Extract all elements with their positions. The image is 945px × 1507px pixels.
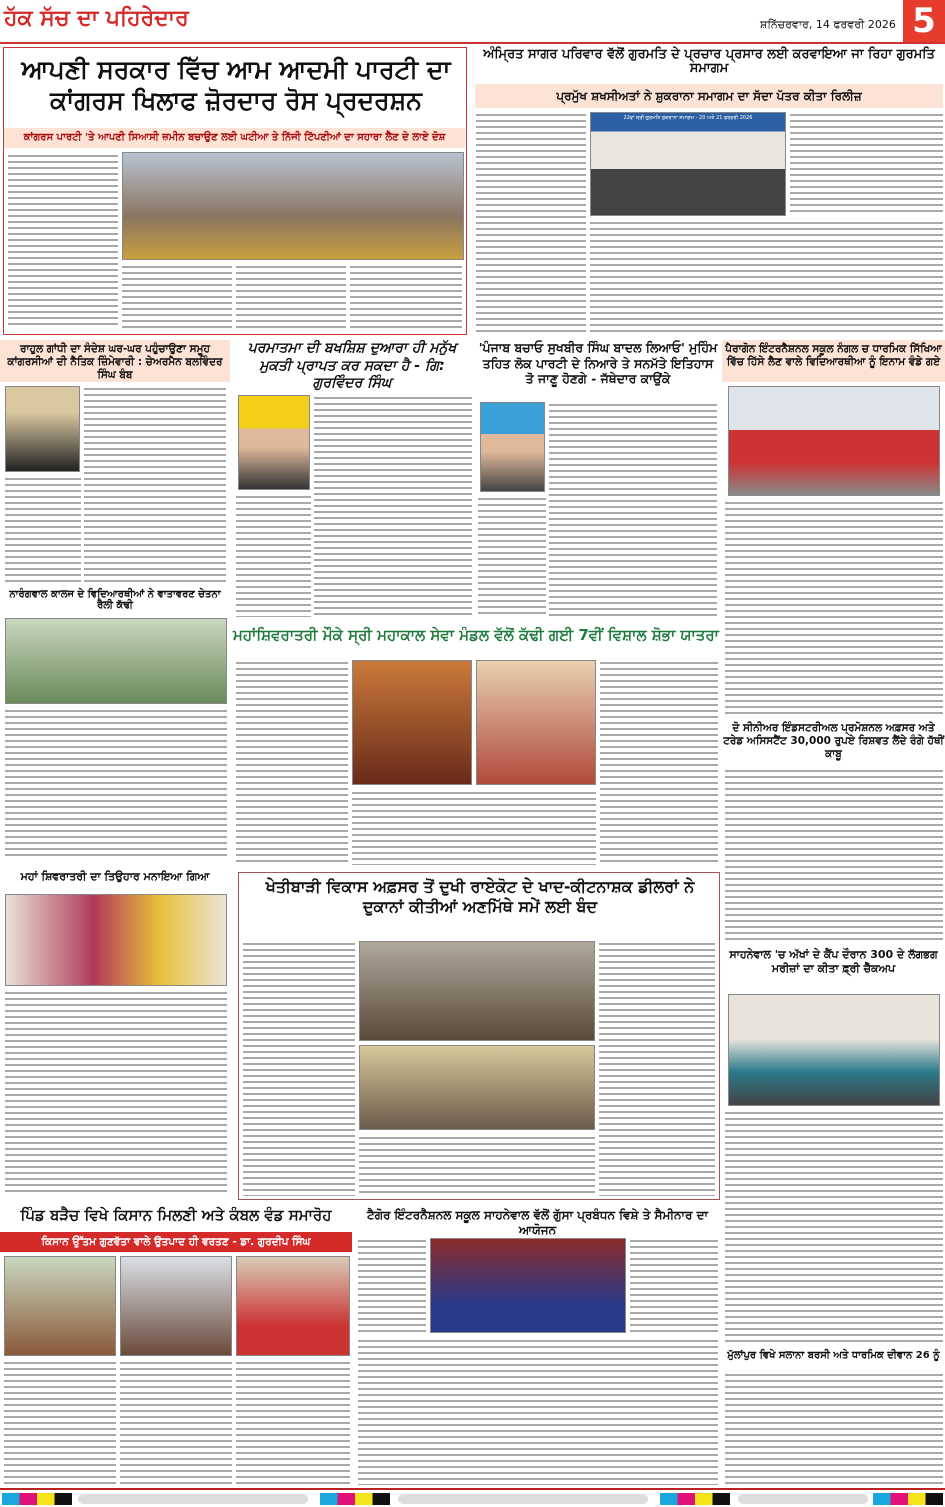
page-number: 5 — [903, 0, 945, 42]
logo: ਹੱਕ ਸੱਚ ਦਾ ਪਹਿਰੇਦਾਰ — [4, 6, 189, 31]
footer-color-bar — [0, 1488, 945, 1507]
lead-headline: ਆਪਣੀ ਸਰਕਾਰ ਵਿੱਚ ਆਮ ਆਦਮੀ ਪਾਰਟੀ ਦਾ ਕਾਂਗਰਸ ਖਿਲਾਫ ਜ਼ੋਰਦਾਰ ਰੋਸ ਪ੍ਰਦਰਸ਼ਨ — [21, 55, 451, 116]
lead-subhead: ਕਾਂਗਰਸ ਪਾਰਟੀ 'ਤੇ ਆਪਣੀ ਸਿਆਸੀ ਜ਼ਮੀਨ ਬਚਾਉਣ ਲਈ ਘਟੀਆ ਤੇ ਨਿੱਜੀ ਟਿੱਪਣੀਆਂ ਦਾ ਸਹਾਰਾ ਲੈਣ ਦੇ ਲਾਏ ਦੋਸ਼ — [4, 128, 465, 148]
shivratri-headline: ਮਹਾਂ ਸ਼ਿਵਰਾਤਰੀ ਦਾ ਤਿਉਹਾਰ ਮਨਾਇਆ ਗਿਆ — [20, 870, 210, 883]
kisan-photo-3 — [236, 1256, 350, 1356]
amrit-banner: 22ਵਾਂ ਸ਼੍ਰੀ ਗੁਰਮਤਿ ਸ਼ੁਕਰਾਨਾ ਸਮਾਗਮ - 20 ਅਤੇ 21 ਫਰਵਰੀ 2026 — [623, 115, 753, 121]
kisan-photo-2 — [120, 1256, 232, 1356]
bribe-headline: ਦੋ ਸੀਨੀਅਰ ਇੰਡਸਟਰੀਅਲ ਪ੍ਰਮੋਸ਼ਨਲ ਅਫ਼ਸਰ ਅਤੇ ਟਰੇਡ ਅਸਿਸਟੈਂਟ 30,000 ਰੁਪਏ ਰਿਸ਼ਵਤ ਲੈਂਦੇ ਰੰਗੇ ਹੱਥੀਂ ਕਾਬੂ — [723, 722, 944, 761]
sahnewal-photo — [728, 994, 940, 1106]
kisan-headline: ਪਿੰਡ ਬੜੈਚ ਵਿਖੇ ਕਿਸਾਨ ਮਿਲਣੀ ਅਤੇ ਕੰਬਲ ਵੰਡ ਸਮਾਰੋਹ — [20, 1206, 332, 1224]
date: ਸ਼ਨਿੱਚਰਵਾਰ, 14 ਫਰਵਰੀ 2026 — [760, 18, 896, 31]
tagore-photo — [430, 1238, 626, 1333]
kheti-photo-1 — [359, 941, 595, 1041]
tagore-headline: ਟੈਗੋਰ ਇੰਟਰਨੈਸ਼ਨਲ ਸਕੂਲ ਸਾਹਨੇਵਾਲ ਵੱਲੋਂ ਗੁੱਸਾ ਪ੍ਰਬੰਧਨ ਵਿਸ਼ੇ ਤੇ ਸੈਮੀਨਾਰ ਦਾ ਆਯੋਜਨ — [367, 1208, 708, 1237]
nangal-photo — [5, 618, 227, 704]
kheti-headline: ਖੇਤੀਬਾੜੀ ਵਿਕਾਸ ਅਫ਼ਸਰ ਤੋਂ ਦੁਖੀ ਰਾਏਕੋਟ ਦੇ ਖਾਦ-ਕੀਟਨਾਸ਼ਕ ਡੀਲਰਾਂ ਨੇ ਦੁਕਾਨਾਂ ਕੀਤੀਆਂ ਅਣਮਿੱਥੇ ਸਮੇਂ ਲਈ ਬੰਦ — [265, 877, 695, 916]
kisan-photo-1 — [4, 1256, 116, 1356]
shobha-photo-1 — [352, 660, 472, 785]
shobha-headline: ਮਹਾਂਸ਼ਿਵਰਾਤਰੀ ਮੌਕੇ ਸ੍ਰੀ ਮਹਾਕਾਲ ਸੇਵਾ ਮੰਡਲ ਵੱਲੋਂ ਕੱਢੀ ਗਈ 7ਵੀਂ ਵਿਸ਼ਾਲ ਸ਼ੋਭਾ ਯਾਤਰਾ — [233, 626, 719, 644]
lead-photo — [122, 152, 464, 260]
rahul-photo — [5, 386, 80, 472]
masthead — [0, 0, 945, 44]
amrit-photo — [590, 112, 786, 216]
kheti-story — [238, 872, 720, 1200]
amrit-headline: ਅੰਮ੍ਰਿਤ ਸਾਗਰ ਪਰਿਵਾਰ ਵੱਲੋਂ ਗੁਰਮਤਿ ਦੇ ਪ੍ਰਚਾਰ ਪ੍ਰਸਾਰ ਲਈ ਕਰਵਾਇਆ ਜਾ ਰਿਹਾ ਗੁਰਮਤਿ ਸਮਾਗਮ — [483, 47, 935, 77]
rahul-headline: ਰਾਹੁਲ ਗਾਂਧੀ ਦਾ ਸੰਦੇਸ਼ ਘਰ-ਘਰ ਪਹੁੰਚਾਉਣਾ ਸਮੂਹ ਕਾਂਗਰਸੀਆਂ ਦੀ ਨੈਤਿਕ ਜ਼ਿੰਮੇਵਾਰੀ : ਚੇਅਰਮੈਨ ਬਲਵਿੰਦਰ ਸਿੰਘ ਬੰਬ — [0, 340, 230, 382]
paragon-headline: ਪੈਰਾਗੋਨ ਇੰਟਰਨੈਸ਼ਨਲ ਸਕੂਲ ਨੰਗਲ ਚ ਧਾਰਮਿਕ ਸਿੱਖਿਆ ਵਿੱਚ ਹਿੱਸੇ ਲੈਣ ਵਾਲੇ ਵਿਦਿਆਰਥੀਆ ਨੂੰ ਇਨਾਮ ਵੰਡੇ ਗਏ — [722, 340, 945, 382]
kheti-photo-2 — [359, 1045, 595, 1130]
shivratri-photo — [5, 894, 227, 986]
amrit-subhead: ਪ੍ਰਮੁੱਖ ਸ਼ਖਸੀਅਤਾਂ ਨੇ ਸ਼ੁਕਰਾਨਾ ਸਮਾਗਮ ਦਾ ਸੱਦਾ ਪੱਤਰ ਕੀਤਾ ਰਿਲੀਜ਼ — [475, 84, 943, 108]
punjab-photo — [480, 402, 545, 492]
lead-story — [3, 47, 467, 335]
paragon-photo — [728, 386, 940, 496]
shobha-photo-2 — [476, 660, 596, 785]
mullanpur-headline: ਮੁੱਲਾਂਪੁਰ ਵਿਖੇ ਸਲਾਨਾ ਬਰਸੀ ਅਤੇ ਧਾਰਮਿਕ ਦੀਵਾਨ 26 ਨੂੰ — [727, 1350, 940, 1361]
punjab-headline: 'ਪੰਜਾਬ ਬਚਾਓ ਸੁਖਬੀਰ ਸਿੰਘ ਬਾਦਲ ਲਿਆਓ' ਮੁਹਿੰਮ ਤਹਿਤ ਲੋਕ ਪਾਰਟੀ ਦੇ ਨਿਆਰੇ ਤੇ ਸਨਮੱਤੇ ਇਤਿਹਾਸ ਤੋ ਜਾਣੂ ਹੋਣਗੇ - ਜੱਥੇਦਾਰ ਕਾਉਂਕੇ — [478, 340, 718, 387]
sahnewal-headline: ਸਾਹਨੇਵਾਲ 'ਚ ਅੱਖਾਂ ਦੇ ਕੈਂਪ ਦੌਰਾਨ 300 ਦੇ ਲੱਗਭਗ ਮਰੀਜ਼ਾਂ ਦਾ ਕੀਤਾ ਫ਼੍ਰੀ ਚੈੱਕਅਪ — [729, 948, 938, 975]
nangal-headline: ਨਾਰੰਗਵਾਲ ਕਾਲਜ ਦੇ ਵਿਦਿਆਰਥੀਆਂ ਨੇ ਵਾਤਾਵਰਣ ਚੇਤਨਾ ਰੈਲੀ ਕੱਢੀ — [9, 589, 221, 611]
parmatma-photo — [238, 395, 310, 490]
kisan-subhead: ਕਿਸਾਨ ਉੱਤਮ ਗੁਣਵੱਤਾ ਵਾਲੇ ਉਤਪਾਦ ਹੀ ਵਰਤਣ - ਡਾ. ਗੁਰਦੀਪ ਸਿੰਘ — [0, 1232, 352, 1252]
parmatma-headline: ਪਰਮਾਤਮਾ ਦੀ ਬਖਸ਼ਿਸ਼ ਦੁਆਰਾ ਹੀ ਮਨੁੱਖ ਮੁਕਤੀ ਪ੍ਰਾਪਤ ਕਰ ਸਕਦਾ ਹੈ - ਗਿ: ਗੁਰਵਿੰਦਰ ਸਿੰਘ — [247, 340, 457, 391]
